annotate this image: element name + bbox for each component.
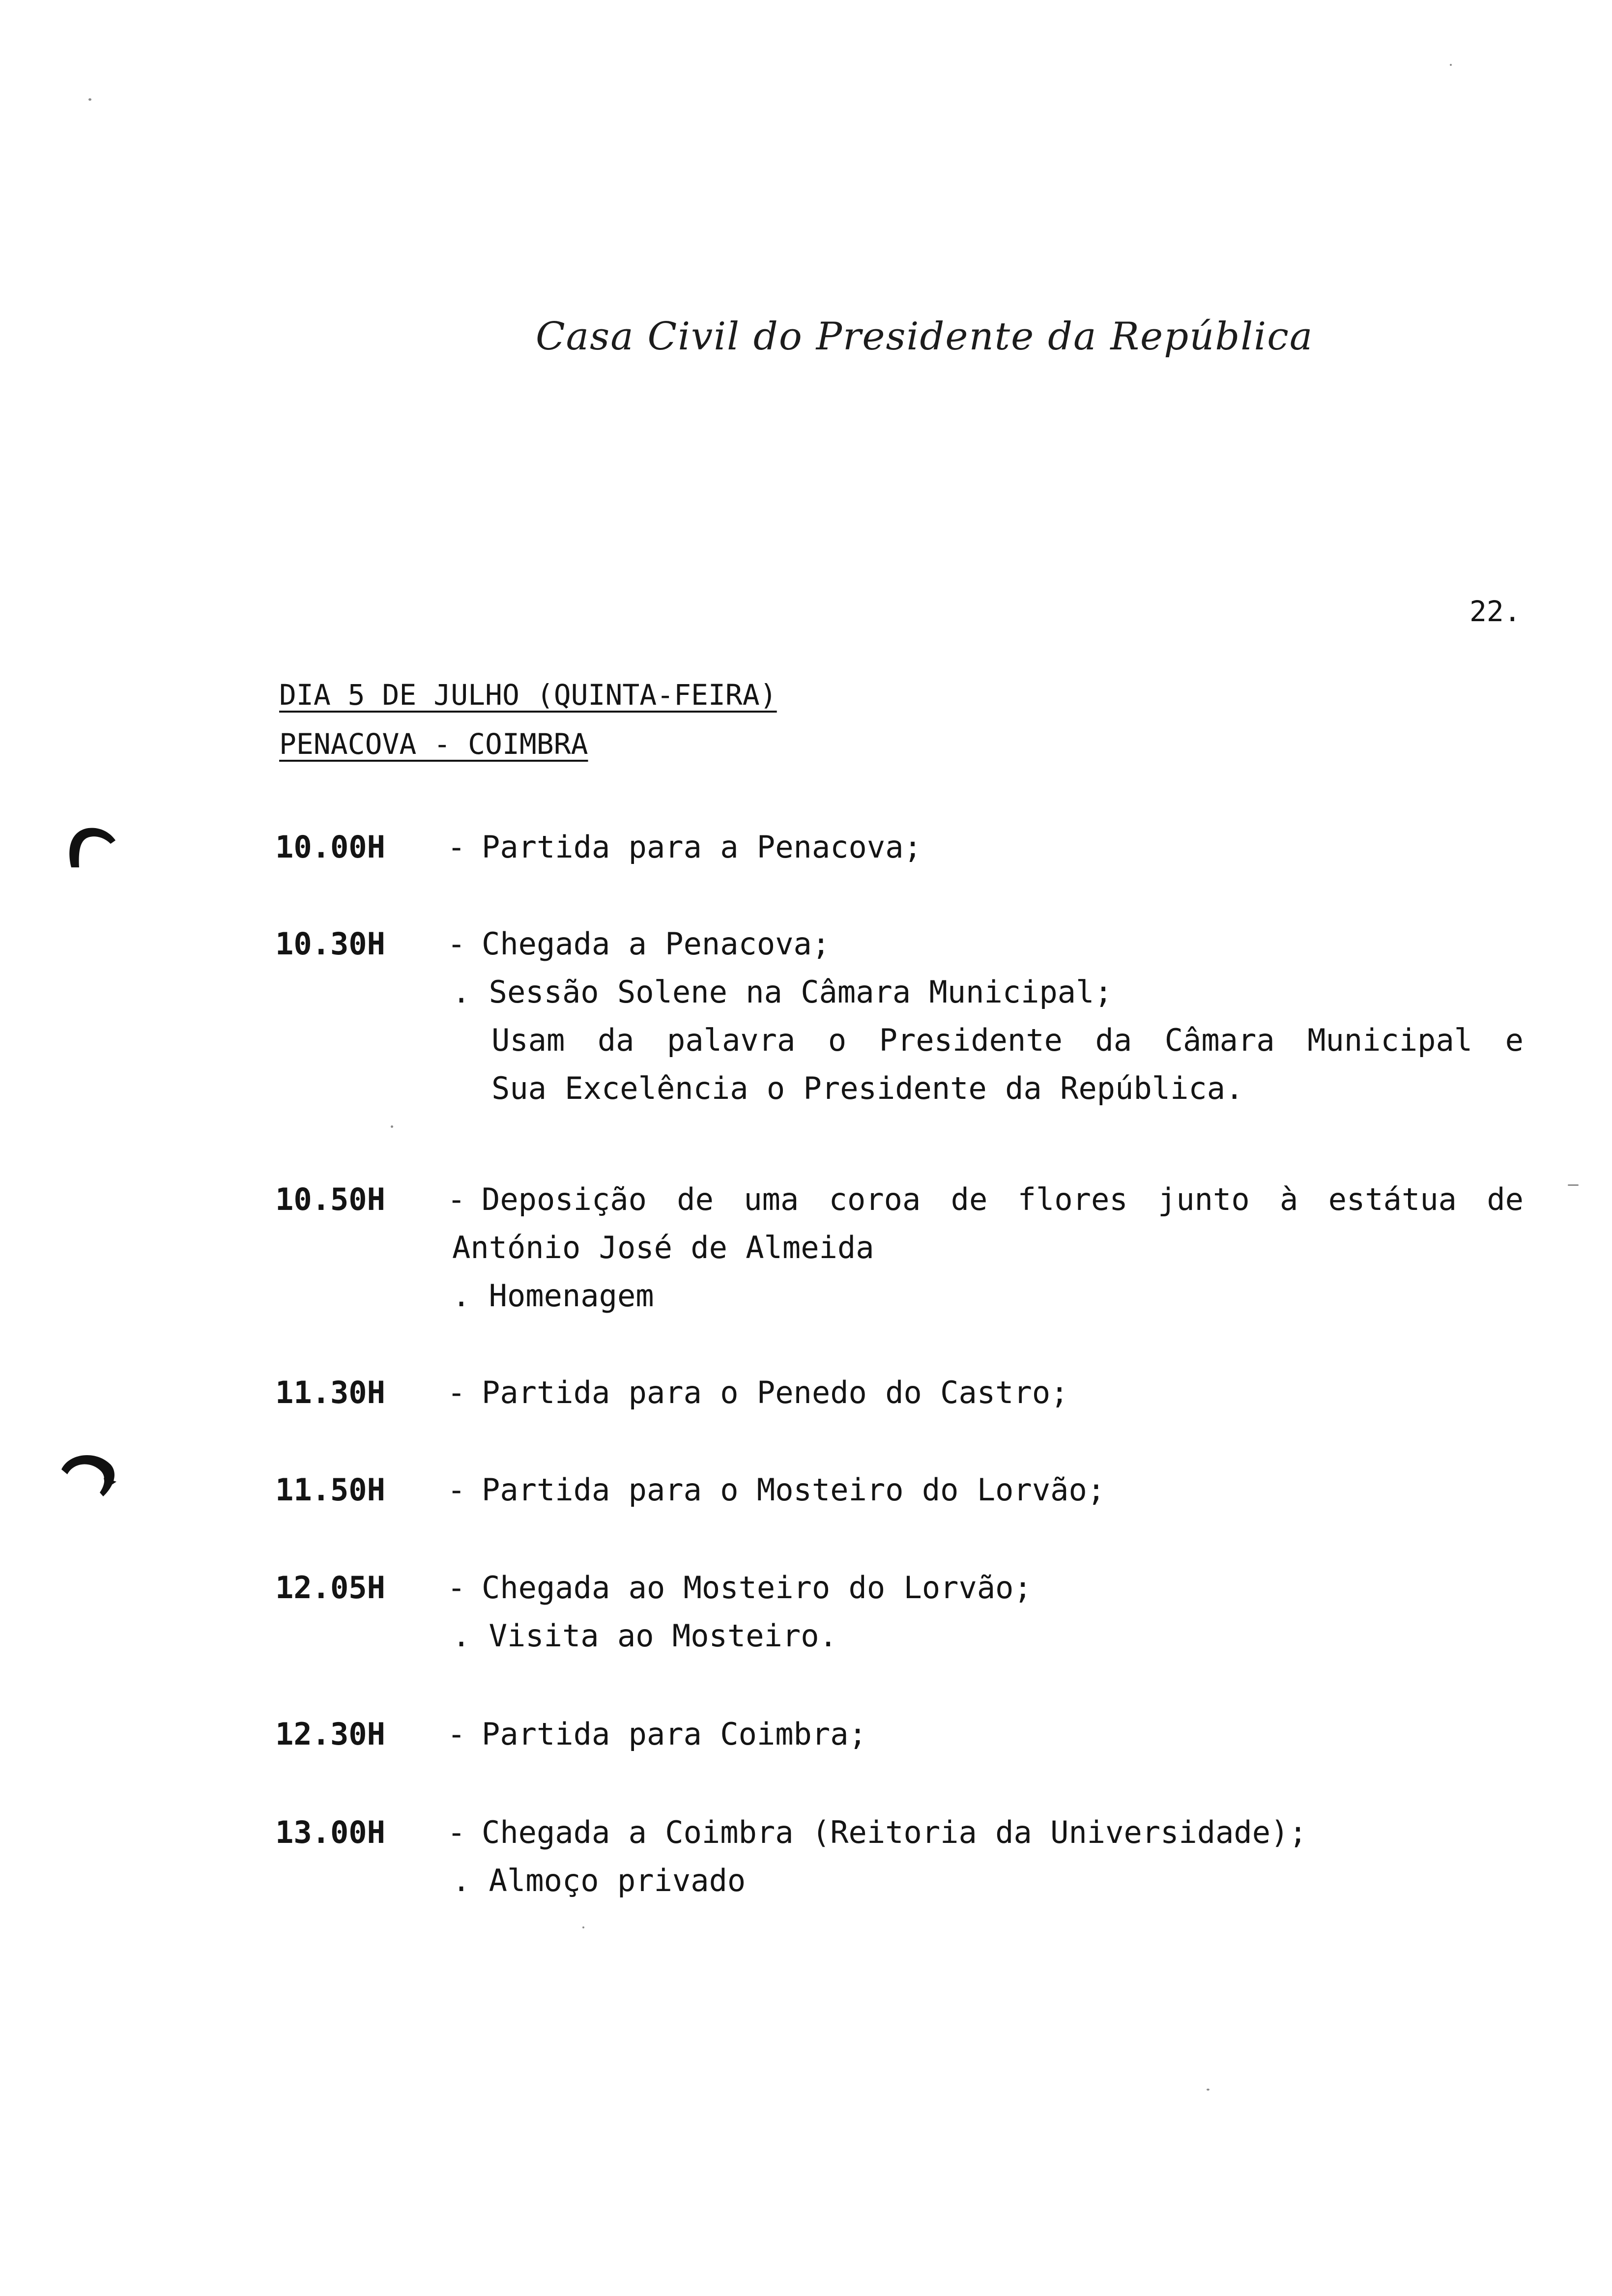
entry-dash: - [447, 1814, 466, 1850]
scan-speck [1568, 1184, 1579, 1186]
date-heading: DIA 5 DE JULHO (QUINTA-FEIRA) [279, 678, 777, 712]
schedule-entry [275, 1176, 1524, 1320]
entry-text-justified: Deposição de uma coroa de flores junto à estátua de [482, 1181, 1524, 1217]
entry-dash: - [447, 1716, 466, 1752]
entry-text: Partida para Coimbra; [482, 1716, 867, 1752]
entry-continuation: António José de Almeida [452, 1230, 874, 1265]
entry-time: 10.30H [275, 926, 385, 962]
scan-speck [1450, 64, 1452, 66]
entry-bullet: . Almoço privado [452, 1863, 746, 1898]
schedule-entry [275, 1710, 1524, 1758]
scan-speck [1207, 2089, 1209, 2091]
entry-bullet: . Sessão Solene na Câmara Municipal; [452, 974, 1113, 1010]
page-number: 22. [1469, 595, 1521, 628]
entry-time: 10.50H [275, 1181, 385, 1217]
schedule-entry [275, 1369, 1524, 1417]
scan-speck [582, 1926, 584, 1928]
entry-dash: - [447, 926, 466, 962]
letterhead: Casa Civil do Presidente da República [536, 315, 1314, 359]
entry-time: 11.50H [275, 1472, 385, 1508]
entry-text: Partida para o Penedo do Castro; [482, 1375, 1069, 1410]
entry-text: Chegada a Coimbra (Reitoria da Universidade); [482, 1814, 1307, 1850]
schedule-entry [275, 823, 1524, 871]
entry-text [482, 1176, 1524, 1224]
entry-text: Partida para a Penacova; [482, 829, 922, 865]
scan-speck [88, 98, 91, 101]
entry-text: Chegada a Penacova; [482, 926, 831, 962]
entry-sub-line: Sua Excelência o Presidente da República. [491, 1070, 1244, 1106]
schedule-entry [275, 1466, 1524, 1514]
punch-hole-mark-bottom [57, 1447, 130, 1506]
schedule-entry [275, 1808, 1524, 1905]
entry-dash: - [447, 829, 466, 865]
entry-time: 12.30H [275, 1716, 385, 1752]
entry-dash: - [447, 1375, 466, 1410]
entry-text: Partida para o Mosteiro do Lorvão; [482, 1472, 1106, 1508]
entry-sub-line [275, 1016, 1524, 1064]
entry-time: 10.00H [275, 829, 385, 865]
schedule-entry [275, 1564, 1524, 1660]
entry-dash: - [447, 1181, 466, 1217]
entry-dash: - [447, 1570, 466, 1606]
entry-time: 13.00H [275, 1814, 385, 1850]
schedule-entry [275, 920, 1524, 1113]
entry-bullet: . Visita ao Mosteiro. [452, 1618, 837, 1654]
scan-speck [391, 1125, 393, 1128]
entry-time: 12.05H [275, 1570, 385, 1606]
entry-bullet: . Homenagem [452, 1278, 654, 1314]
entry-time: 11.30H [275, 1375, 385, 1410]
entry-dash: - [447, 1472, 466, 1508]
entry-sub-text: Usam da palavra o Presidente da Câmara Municipal e [491, 1022, 1524, 1058]
entry-text: Chegada ao Mosteiro do Lorvão; [482, 1570, 1032, 1606]
punch-hole-mark-top [61, 818, 120, 877]
location-heading: PENACOVA - COIMBRA [279, 727, 588, 761]
